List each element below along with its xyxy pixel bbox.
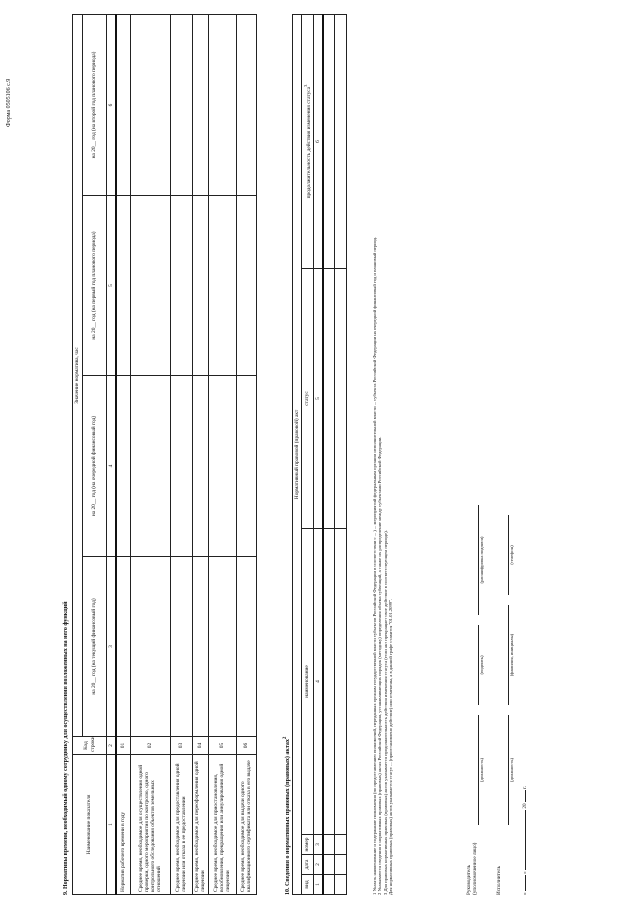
act-group-header: Нормативный правовой (правовой) акт bbox=[293, 14, 302, 894]
col-vid-header: вид bbox=[302, 875, 314, 895]
table-row bbox=[236, 15, 256, 895]
row-code: 03 bbox=[170, 737, 192, 755]
value-cell[interactable] bbox=[208, 196, 236, 376]
act-cell[interactable] bbox=[323, 14, 335, 268]
value-cell[interactable] bbox=[116, 196, 130, 376]
row-name: Среднее время, необходимое для приостановления, возобновления, прекращения или аннулирования одной лицензии bbox=[208, 755, 236, 895]
col-nomer-header: номер bbox=[302, 835, 314, 855]
value-cell[interactable] bbox=[192, 557, 208, 737]
footnote-1: 1 Указать наименование и содержание полномочия (по предоставлению полномочий, переданных органам государственной власти субъектов Российской Федерации в соответствии с ... ) ... мероприятий федеральным органом исполнительной власти ... субъекта Российской Федерации на очередной финансовый год и плановый период. bbox=[372, 236, 377, 895]
act-cell[interactable] bbox=[323, 855, 335, 875]
act-cell[interactable] bbox=[335, 875, 347, 895]
section10-title bbox=[283, 737, 291, 895]
row-name: Среднее время, необходимое для выдачи одного квалификационного сертификата или отказа в его выдаче bbox=[236, 755, 256, 895]
col-number: 4 bbox=[313, 529, 323, 835]
col-status-header: статус bbox=[302, 269, 314, 529]
cap-decoding: (расшифровка подписи) bbox=[479, 536, 484, 584]
section10-title-text: 10. Сведения о нормативных правовых (правовых) актах bbox=[285, 739, 291, 895]
date-suffix: г. bbox=[522, 786, 528, 789]
act-cell[interactable] bbox=[335, 14, 347, 268]
col-code-header: Код строки bbox=[73, 737, 107, 755]
col-name-header: Наименование показателя bbox=[73, 755, 107, 895]
act-cell[interactable] bbox=[323, 269, 335, 529]
table-row bbox=[116, 15, 130, 895]
head-label: Руководитель (уполномоченное лицо) bbox=[466, 842, 478, 895]
col-number: 3 bbox=[313, 835, 323, 855]
head-signature-field[interactable] bbox=[470, 625, 484, 705]
value-cell[interactable] bbox=[236, 15, 256, 196]
value-cell[interactable] bbox=[130, 376, 170, 557]
act-cell[interactable] bbox=[323, 835, 335, 855]
section9-title: 9. Нормативы времени, необходимый одному сотруднику для осуществления возложенных на него функций bbox=[63, 601, 69, 895]
column-numbers-row bbox=[313, 14, 323, 894]
value-cell[interactable] bbox=[170, 376, 192, 557]
head-position-field[interactable] bbox=[470, 715, 484, 825]
col-period-sup: 3 bbox=[303, 84, 308, 87]
footnote-4: Для нормативных правовых (правовых) актов указывается статус ... (приостановлено действие) или отменены, а в данной графе ставится "01.01.2099". bbox=[387, 598, 393, 895]
col-number: 6 bbox=[107, 15, 117, 196]
row-code: 06 bbox=[236, 737, 256, 755]
act-cell[interactable] bbox=[323, 875, 335, 895]
col-period-header bbox=[302, 14, 314, 268]
col-number: 5 bbox=[313, 269, 323, 529]
section10-table bbox=[292, 14, 347, 895]
table-row bbox=[208, 15, 236, 895]
date-quote-close: » bbox=[522, 871, 528, 874]
act-cell[interactable] bbox=[335, 529, 347, 835]
date-year: 20 bbox=[522, 803, 528, 809]
col-number: 1 bbox=[313, 875, 323, 895]
col-period-label: продолжительность действия изменения статуса bbox=[305, 86, 312, 199]
col-number: 3 bbox=[107, 557, 117, 737]
value-group-header: Значение норматива, час bbox=[73, 15, 83, 737]
col-number: 2 bbox=[313, 855, 323, 875]
act-cell[interactable] bbox=[335, 269, 347, 529]
row-code: 01 bbox=[116, 737, 130, 755]
col-plan2-header: на 20__ год (на второй год планового периода) bbox=[83, 15, 107, 196]
table-row bbox=[335, 14, 347, 894]
col-plan1-header: на 20__ год (на первый год планового периода) bbox=[83, 196, 107, 376]
col-next-header: на 20__ год (на очередной финансовый год) bbox=[83, 376, 107, 557]
value-cell[interactable] bbox=[130, 557, 170, 737]
col-number: 5 bbox=[107, 196, 117, 376]
footnotes bbox=[372, 35, 393, 895]
col-data-header: дата bbox=[302, 855, 314, 875]
row-code: 02 bbox=[130, 737, 170, 755]
cap-position: (должность) bbox=[479, 757, 484, 783]
executor-fio-field[interactable] bbox=[500, 605, 514, 705]
section9-table bbox=[72, 14, 257, 895]
value-cell[interactable] bbox=[192, 376, 208, 557]
row-name: Среднее время, необходимое для переоформления одной лицензии bbox=[192, 755, 208, 895]
value-cell[interactable] bbox=[236, 196, 256, 376]
act-cell[interactable] bbox=[335, 855, 347, 875]
row-code: 05 bbox=[208, 737, 236, 755]
date-month-field[interactable] bbox=[525, 810, 526, 870]
value-cell[interactable] bbox=[236, 376, 256, 557]
value-cell[interactable] bbox=[130, 196, 170, 376]
col-naim-header: наименование bbox=[302, 529, 314, 835]
col-number: 4 bbox=[107, 376, 117, 557]
date-quote-open: « bbox=[522, 892, 528, 895]
cap-position: (должность) bbox=[509, 757, 514, 783]
executor-position-field[interactable] bbox=[500, 715, 514, 825]
cap-fio: (фамилия, инициалы) bbox=[509, 633, 514, 677]
value-cell[interactable] bbox=[116, 557, 130, 737]
act-cell[interactable] bbox=[335, 835, 347, 855]
value-cell[interactable] bbox=[130, 15, 170, 196]
table-row bbox=[170, 15, 192, 895]
head-decoding-field[interactable] bbox=[470, 505, 484, 615]
value-cell[interactable] bbox=[236, 557, 256, 737]
row-code: 04 bbox=[192, 737, 208, 755]
cap-phone: (телефон) bbox=[509, 545, 514, 565]
section10-title-sup: 2 bbox=[283, 736, 288, 740]
value-cell[interactable] bbox=[116, 376, 130, 557]
col-number: 2 bbox=[107, 737, 117, 755]
value-cell[interactable] bbox=[170, 557, 192, 737]
row-name: Среднее время, необходимое для предоставления одной лицензии или отказа в ее предоставлении bbox=[170, 755, 192, 895]
footnote-2: 2 Указываются сведения о нормативных правовых (правовых) актах Российской Федерации, устанавливающих порядок (методику) определения объема субвенций, а также их распределение между субъектами Российской Федерации. bbox=[377, 436, 383, 895]
form-code: Форма 0505106 с.9 bbox=[6, 78, 12, 127]
column-numbers-row bbox=[107, 15, 117, 895]
date-line bbox=[522, 695, 528, 895]
value-cell[interactable] bbox=[208, 376, 236, 557]
col-number: 1 bbox=[107, 755, 117, 895]
value-cell[interactable] bbox=[170, 196, 192, 376]
table-row bbox=[192, 15, 208, 895]
col-number: 6 bbox=[313, 14, 323, 268]
row-name: Норматив рабочего времени в году bbox=[116, 755, 130, 895]
value-cell[interactable] bbox=[116, 15, 130, 196]
act-cell[interactable] bbox=[323, 529, 335, 835]
value-cell[interactable] bbox=[192, 15, 208, 196]
col-current-header: на 20__ год (на текущий финансовый год) bbox=[83, 557, 107, 737]
value-cell[interactable] bbox=[208, 15, 236, 196]
value-cell[interactable] bbox=[170, 15, 192, 196]
cap-signature: (подпись) bbox=[479, 655, 484, 675]
footnote-3: 3 Для правовых нормативных правовых (правовых) актов указывается продолжительность действия изменения статуса (если акт прекращает свое действие в соответствующем периоде). bbox=[382, 530, 388, 895]
table-row bbox=[130, 15, 170, 895]
executor-label: Исполнитель bbox=[496, 865, 502, 895]
value-cell[interactable] bbox=[208, 557, 236, 737]
date-year-field[interactable] bbox=[525, 790, 526, 802]
executor-phone-field[interactable] bbox=[500, 515, 514, 595]
table-row bbox=[323, 14, 335, 894]
value-cell[interactable] bbox=[192, 196, 208, 376]
row-name: Среднее время, необходимое для осуществления одной проверки, одного мероприятия по контролю, одного контрольного обследования объектов земельных отношений bbox=[130, 755, 170, 895]
date-day-field[interactable] bbox=[525, 875, 526, 891]
